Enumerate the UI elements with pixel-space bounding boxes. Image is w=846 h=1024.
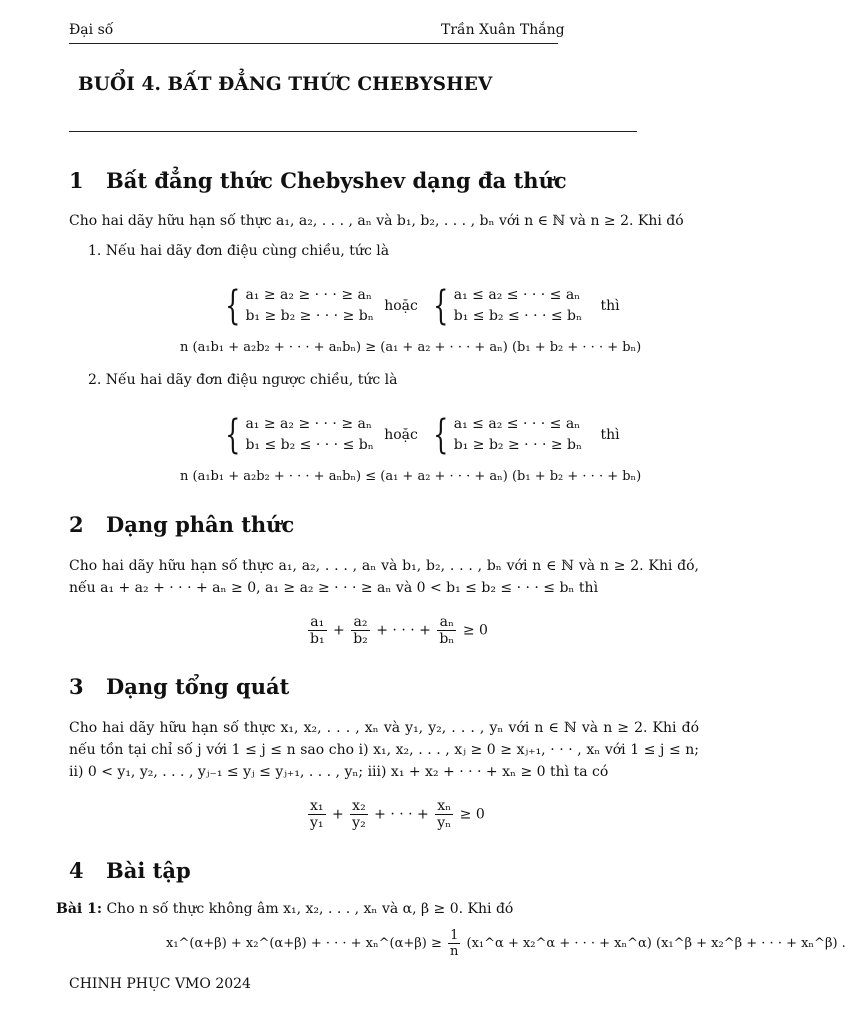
- system-line: a₁ ≤ a₂ ≤ · · · ≤ aₙ: [453, 416, 581, 432]
- section-2-text: Cho hai dãy hữu hạn số thực a₁, a₂, . . . , aₙ và b₁, b₂, . . . , bₙ với n ∈ ℕ và n ≥ 2. Khi đó, nếu a₁ + a₂ + · · · + aₙ ≥ 0, a₁ ≥ a₂ ≥ · · · ≥ aₙ và 0 < b₁ ≤ b₂ ≤ · · · ≤ bₙ thì: [69, 558, 699, 596]
- item-1-label: 1. Nếu hai dãy đơn điệu cùng chiều, tức là: [88, 243, 390, 259]
- section-3-heading: [69, 674, 289, 699]
- exercise-1-formula: [166, 928, 846, 959]
- section-3-formula: [306, 798, 485, 831]
- exercise-1: [56, 901, 513, 917]
- denominator: n: [450, 944, 459, 959]
- left-brace: {: [225, 283, 241, 329]
- denominator: b₁: [310, 631, 325, 647]
- system-line: a₁ ≤ a₂ ≤ · · · ≤ aₙ: [453, 287, 581, 303]
- section-4-heading: [69, 858, 191, 883]
- then-text: thì: [600, 427, 620, 443]
- denominator: y₁: [310, 815, 324, 831]
- section-title: Dạng tổng quát: [106, 674, 290, 699]
- section-2-heading: [69, 512, 294, 537]
- section-1-heading: [69, 168, 567, 193]
- section-title: Bài tập: [106, 858, 191, 883]
- numerator: x₁: [308, 798, 326, 815]
- numerator: xₙ: [435, 798, 453, 815]
- system-line: a₁ ≥ a₂ ≥ · · · ≥ aₙ: [245, 416, 372, 432]
- header-left: Đại số: [69, 22, 114, 38]
- section-number: 3: [69, 674, 84, 699]
- system-line: b₁ ≤ b₂ ≤ · · · ≤ bₙ: [453, 308, 583, 324]
- section-title: Bất đẳng thức Chebyshev dạng đa thức: [106, 168, 567, 193]
- title-rule: [69, 131, 637, 132]
- dots: + · · · +: [376, 622, 431, 639]
- system-b: [454, 414, 582, 456]
- section-number: 2: [69, 512, 84, 537]
- system-b: [454, 285, 582, 327]
- system-line: a₁ ≥ a₂ ≥ · · · ≥ aₙ: [245, 287, 372, 303]
- document-title: BUỔI 4. BẤT ĐẲNG THỨC CHEBYSHEV: [78, 74, 493, 95]
- exercise-text: Cho n số thực không âm x₁, x₂, . . . , xₙ và α, β ≥ 0. Khi đó: [106, 901, 514, 917]
- inequality-tail: ≥ 0: [462, 622, 488, 639]
- system-a: [245, 285, 373, 327]
- system-line: b₁ ≤ b₂ ≤ · · · ≤ bₙ: [245, 437, 374, 453]
- exercise-label: Bài 1:: [56, 901, 103, 917]
- item-1-conclusion: n (a₁b₁ + a₂b₂ + · · · + aₙbₙ) ≥ (a₁ + a₂ + · · · + aₙ) (b₁ + b₂ + · · · + bₙ): [180, 340, 642, 355]
- section-number: 1: [69, 168, 84, 193]
- numerator: a₁: [308, 614, 327, 631]
- formula-lhs: x₁^(α+β) + x₂^(α+β) + · · · + xₙ^(α+β) ≥: [166, 936, 442, 951]
- plus-sign: +: [333, 622, 345, 639]
- numerator: x₂: [350, 798, 368, 815]
- left-brace: {: [433, 283, 449, 329]
- dots: + · · · +: [374, 806, 429, 823]
- fraction: [435, 798, 453, 831]
- item-2-systems: [220, 414, 620, 456]
- denominator: y₂: [352, 815, 366, 831]
- item-2-conclusion: n (a₁b₁ + a₂b₂ + · · · + aₙbₙ) ≤ (a₁ + a₂ + · · · + aₙ) (b₁ + b₂ + · · · + bₙ): [180, 469, 642, 484]
- section-3-text: Cho hai dãy hữu hạn số thực x₁, x₂, . . . , xₙ và y₁, y₂, . . . , yₙ với n ∈ ℕ và n ≥ 2. Khi đó nếu tồn tại chỉ số j với 1 ≤ j ≤ n sao cho i) x₁, x₂, . . . , xⱼ ≥ 0 ≥ xⱼ₊₁, · · · , xₙ với 1 ≤ j ≤ n; ii) 0 < y₁, y₂, . . . , yⱼ₋₁ ≤ yⱼ ≤ yⱼ₊₁, . . . , yₙ; iii) x₁ + x₂ + · · · + xₙ ≥ 0 thì ta có: [69, 720, 699, 780]
- item-2-label: 2. Nếu hai dãy đơn điệu ngược chiều, tức là: [88, 372, 398, 388]
- numerator: a₂: [351, 614, 370, 631]
- fraction: [308, 614, 327, 647]
- fraction: [351, 614, 370, 647]
- system-line: b₁ ≥ b₂ ≥ · · · ≥ bₙ: [453, 437, 583, 453]
- numerator: aₙ: [437, 614, 456, 631]
- fraction: [308, 798, 326, 831]
- footer-text: CHINH PHỤC VMO 2024: [69, 976, 251, 992]
- denominator: yₙ: [437, 815, 452, 831]
- then-text: thì: [600, 298, 620, 314]
- section-number: 4: [69, 858, 84, 883]
- formula-rhs: (x₁^α + x₂^α + · · · + xₙ^α) (x₁^β + x₂^β + · · · + xₙ^β) .: [466, 936, 846, 951]
- header-rule: [69, 43, 558, 44]
- section-1-intro: Cho hai dãy hữu hạn số thực a₁, a₂, . . . , aₙ và b₁, b₂, . . . , bₙ với n ∈ ℕ và n ≥ 2. Khi đó: [69, 213, 684, 229]
- connector-text: hoặc: [384, 298, 418, 314]
- fraction: [448, 928, 460, 959]
- inequality-tail: ≥ 0: [459, 806, 485, 823]
- numerator: 1: [448, 928, 460, 944]
- denominator: bₙ: [439, 631, 455, 647]
- fraction: [437, 614, 456, 647]
- section-2-formula: [306, 614, 488, 647]
- denominator: b₂: [353, 631, 368, 647]
- header-right: Trần Xuân Thắng: [441, 22, 565, 38]
- item-1-systems: [220, 285, 620, 327]
- left-brace: {: [433, 412, 449, 458]
- section-title: Dạng phân thức: [106, 512, 295, 537]
- plus-sign: +: [331, 806, 344, 823]
- system-line: b₁ ≥ b₂ ≥ · · · ≥ bₙ: [245, 308, 374, 324]
- system-a: [245, 414, 373, 456]
- fraction: [350, 798, 368, 831]
- connector-text: hoặc: [384, 427, 418, 443]
- left-brace: {: [225, 412, 241, 458]
